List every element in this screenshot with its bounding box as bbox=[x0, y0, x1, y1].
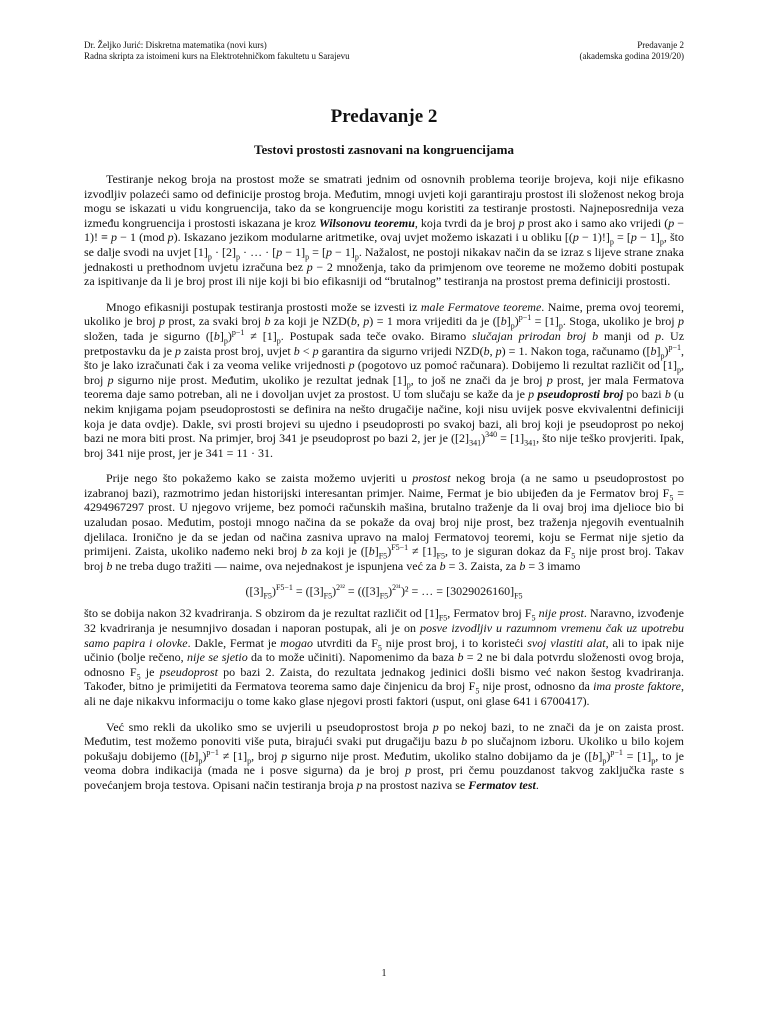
italic-run: p bbox=[495, 343, 502, 358]
text-run: nije prost, odnosno da bbox=[479, 679, 594, 694]
text-run: ] bbox=[506, 314, 511, 329]
italic-run: p bbox=[405, 763, 412, 778]
italic-run: p bbox=[325, 244, 332, 259]
italic-run: p bbox=[281, 748, 288, 763]
text-run: ) bbox=[388, 584, 393, 599]
text-run: zaista prost broj, uvjet bbox=[181, 343, 294, 358]
italic-run: p bbox=[668, 215, 675, 230]
text-run: ] bbox=[656, 343, 661, 358]
text-run: ) bbox=[202, 748, 207, 763]
text-run: ) = 1 mora vrijediti da je ([ bbox=[369, 314, 501, 329]
subscript-run: 341 bbox=[469, 438, 482, 448]
subscript-run: p bbox=[354, 252, 359, 262]
text-run: − 1] bbox=[636, 230, 660, 245]
text-run: ] bbox=[219, 328, 224, 343]
paragraph-4 bbox=[84, 606, 684, 708]
text-run: . Dakle, Fermat je bbox=[187, 635, 281, 650]
subscript-run: p bbox=[651, 756, 656, 766]
text-run: Testiranje nekog broja na prostost može se smatrati jednim od osnovnih problema teorije brojeva, koji nije efikasno izvodljiv polazeći samo od definicije prostog broja. Međutim, mnogi uvjeti koji garantiraju prostost ili složenost nekog broja mogu se iskazati u vidu kongruencija, tako da se kongruencije mogu koristiti za testiranje prostosti. Najneposrednija veza između kongruencija i prostosti iskazana je kroz bbox=[84, 172, 684, 230]
text-run: ) bbox=[271, 584, 276, 599]
text-run: = ([3] bbox=[292, 584, 324, 599]
italic-run: b bbox=[368, 544, 375, 559]
subscript-run: p bbox=[510, 321, 515, 331]
bold-italic-run: pseudoprosti broj bbox=[537, 387, 624, 402]
text-run: , to je siguran dokaz da F bbox=[444, 544, 572, 559]
text-run: ] bbox=[374, 544, 379, 559]
text-run: ([3] bbox=[245, 584, 264, 599]
superscript-run: p−1 bbox=[518, 313, 532, 323]
superscript-run: p−1 bbox=[231, 327, 245, 337]
text-run: za koji je ([ bbox=[307, 544, 369, 559]
paragraph-5 bbox=[84, 720, 684, 793]
italic-run: nije se sjetio bbox=[187, 650, 248, 665]
page-number: 1 bbox=[381, 968, 387, 979]
text-run: složen, tada je sigurno ([ bbox=[84, 328, 214, 343]
italic-run: svoj vlastiti alat bbox=[527, 635, 606, 650]
italic-run: slučajan prirodan broj bbox=[472, 328, 587, 343]
text-run: prost, za svaki broj bbox=[164, 314, 265, 329]
display-formula bbox=[84, 583, 684, 601]
text-run: Prije nego što pokažemo kako se zaista možemo uvjeriti u bbox=[106, 471, 413, 486]
italic-run: b bbox=[213, 328, 220, 343]
text-run: (u nekim knjigama pojam pseudoprostosti se definira na nešto drugačije načine, koji nisu uvijek posve ekvivalentni definiciji koja je data ovdje). Dakle, svi prosti brojevi su ujedno i pseudoprosti po svakoj bazi, ali broj koji je pseudoprost po nekoj bazi ne mora biti prost. Na primjer, broj 341 je pseudoprost po bazi 2, jer je ([2] bbox=[84, 387, 685, 446]
text-run: , broj bbox=[84, 358, 684, 387]
italic-run: pseudoprost bbox=[159, 664, 218, 679]
text-run: · [2] bbox=[211, 244, 236, 259]
italic-run: p bbox=[630, 230, 637, 245]
italic-run: posve izvodljiv u razumnom vremenu čak uz upotrebu samo papira i olovke bbox=[84, 621, 684, 650]
superscript-run: 2³¹ bbox=[392, 583, 401, 593]
text-run: prost, pri čemu pouzdanost takvog zaključka raste s povećanjem broja testova. Opisani način testiranja broja bbox=[84, 763, 684, 792]
text-run: − 1)! ≡ bbox=[84, 215, 684, 245]
section-title: Testovi prostosti zasnovani na kongruencijama bbox=[253, 142, 515, 157]
bold-italic-run: Wilsonovu teoremu bbox=[318, 215, 415, 230]
subscript-run: F5 bbox=[323, 591, 333, 601]
text-run: = [1] bbox=[531, 314, 559, 329]
subscript-run: F5 bbox=[263, 591, 272, 601]
text-run: što se dobija nakon 32 kvadriranja. S obzirom da je rezultat različit od [1] bbox=[84, 606, 439, 621]
text-run: . Nažalost, ne postoji nikakav način da se izraz s lijeve strane znaka jednakosti u prethodnom uvjetu izračuna bez bbox=[84, 244, 684, 274]
italic-run: p bbox=[356, 777, 363, 792]
text-run: da to može učiniti). Napomenimo da baza bbox=[247, 650, 458, 665]
text-run: nije prost broj, i to koristeći bbox=[381, 635, 528, 650]
text-run: prost ako i samo ako vrijedi ( bbox=[524, 215, 669, 230]
text-run: − 1)!] bbox=[578, 230, 610, 245]
header-year-line: (akademska godina 2019/20) bbox=[579, 51, 684, 61]
text-run: , što se dalje svodi na uvjet [1] bbox=[84, 230, 684, 259]
italic-run: nije prost bbox=[538, 606, 584, 621]
italic-run: p bbox=[546, 372, 553, 387]
text-run: Već smo rekli da ukoliko smo se uvjerili u pseudoprostost broja bbox=[106, 719, 433, 734]
italic-run: p bbox=[518, 215, 525, 230]
subscript-run: p bbox=[276, 336, 281, 346]
text-run: )² = … = [3029026160] bbox=[400, 584, 515, 599]
italic-run: p bbox=[528, 387, 535, 402]
italic-run: mogao bbox=[280, 635, 313, 650]
text-run: , što nije teško provjeriti. Ipak, broj 341 nije prost, jer je 341 = 11 · 31. bbox=[84, 431, 684, 460]
text-run: , što je lako izračunati čak i za veoma velike vrijednosti bbox=[84, 343, 684, 373]
text-run: − 2 množenja, tako da primjenom ove teoreme ne možemo dobiti postupak za ispitivanje da li je broj prost ili nije koji bi bio efikasniji od “brutalnog” testiranja na prostost prema definiciji prostosti. bbox=[84, 259, 684, 289]
italic-run: p bbox=[572, 230, 579, 245]
italic-run: p bbox=[276, 244, 283, 259]
text-run: = [ bbox=[309, 244, 326, 259]
superscript-run: p−1 bbox=[206, 747, 219, 757]
text-run: za koji je NZD( bbox=[270, 314, 351, 329]
italic-run: b bbox=[483, 343, 490, 358]
text-run: ≠ [1] bbox=[408, 544, 437, 559]
italic-run: p bbox=[678, 314, 685, 329]
text-run: . Stoga, ukoliko je broj bbox=[562, 314, 679, 329]
text-run: po nekoj bazi, to ne znači da je on zaista prost. Međutim, test možemo ponoviti više puta, birajući svaki put drugačiju bazu bbox=[84, 719, 684, 749]
italic-run: p bbox=[158, 314, 165, 329]
text-run: ≠ [1] bbox=[218, 748, 248, 763]
subscript-run: p bbox=[236, 252, 240, 262]
italic-run: p bbox=[655, 328, 662, 343]
text-run: sigurno nije prost. Međutim, ukoliko stalno dobijamo da je ([ bbox=[287, 748, 593, 763]
text-run: · … · [ bbox=[240, 244, 277, 259]
text-run: , to još ne znači da je broj bbox=[410, 372, 547, 387]
subscript-run: 5 bbox=[531, 613, 536, 623]
italic-run: b bbox=[264, 314, 271, 329]
text-run: ) bbox=[227, 328, 232, 343]
subscript-run: F5 bbox=[379, 591, 389, 601]
subscript-run: p bbox=[558, 321, 563, 331]
subscript-run: p bbox=[305, 252, 310, 262]
text-run: nekog broja (a ne samo u pseudoprostost po izabranoj bazi), razmotrimo jedan historijski interesantan primjer. Naime, Fermat je bio ubijeđen da je Fermatov broj F bbox=[84, 471, 684, 500]
subscript-run: F5 bbox=[514, 591, 523, 601]
text-run: ) bbox=[387, 544, 392, 559]
italic-run: p bbox=[167, 230, 174, 245]
text-run: Mnogo efikasniji postupak testiranja prostosti može se izvesti iz bbox=[106, 299, 421, 314]
text-run: ] bbox=[194, 748, 199, 763]
text-run: ≠ [1] bbox=[244, 328, 277, 343]
italic-run: p bbox=[312, 343, 319, 358]
subscript-run: p bbox=[223, 336, 228, 346]
superscript-run: p−1 bbox=[668, 342, 681, 352]
italic-run: b bbox=[350, 314, 357, 329]
subscript-run: p bbox=[602, 756, 607, 766]
text-run: , ali ne daje nikakvu informaciju o tome kako glase njegovi prosti faktori (usput, oni glase 641 i 6700417). bbox=[84, 679, 684, 708]
italic-run: b bbox=[592, 328, 599, 343]
superscript-run: 2³² bbox=[336, 583, 345, 593]
italic-run: p bbox=[306, 259, 313, 274]
italic-run: b bbox=[664, 387, 671, 402]
italic-run: b bbox=[592, 748, 599, 763]
text-run: sigurno nije prost. Međutim, ukoliko je rezultat jednak [1] bbox=[113, 372, 407, 387]
text-run: = 3. Zaista, za bbox=[445, 558, 520, 573]
text-run: po slučajnom izboru. Ukoliko u bilo kojem pokušaju dobijemo ([ bbox=[84, 734, 684, 763]
subscript-run: 5 bbox=[136, 672, 141, 682]
header-course-line: Radna skripta za istoimeni kurs na Elektrotehničkom fakultetu u Sarajevu bbox=[84, 51, 350, 61]
text-run: garantira da sigurno vrijedi NZD( bbox=[318, 343, 484, 358]
text-run: prost, jer mala Fermatova teorema daje samo potreban, ali ne i dovoljan uvjet za prostost. U tom slučaju se kaže da je bbox=[84, 372, 685, 402]
text-run: ) bbox=[514, 314, 519, 329]
subscript-run: 5 bbox=[377, 643, 382, 653]
header-lecture-line: Predavanje 2 bbox=[637, 40, 684, 50]
superscript-run: 340 bbox=[485, 430, 498, 440]
text-run: nije prost broj. Takav broj bbox=[84, 544, 684, 573]
superscript-run: p−1 bbox=[610, 747, 623, 757]
text-run: utvrditi da F bbox=[312, 635, 378, 650]
italic-run: b bbox=[439, 558, 446, 573]
document-page bbox=[84, 40, 684, 804]
text-run: . Postupak sada teče ovako. Biramo bbox=[280, 328, 473, 343]
text-run: , koja tvrdi da je broj bbox=[414, 215, 519, 230]
text-run: . Uz pretpostavku da je bbox=[84, 328, 685, 358]
subscript-run: p bbox=[659, 237, 664, 247]
paragraph-3 bbox=[84, 471, 684, 573]
italic-run: p bbox=[348, 358, 355, 373]
text-run: = [1] bbox=[497, 431, 525, 446]
text-run: = 4294967297 prost. U njegovo vrijeme, bez pomoći računskih mašina, brutalno traženje da li ovaj broj ima djelioce bio bi uzaludan posao. Međutim, postoji mnogo načina da se pokaže da ovaj broj nije prost, bez traženja njegovih eventualnih djelilaca. Ironično je da se jedan od načina zasniva upravo na maloj Fermatovoj teoremi, koju se Fermat nije sjetio da primijeni. Zaista, ukoliko nađemo neki broj bbox=[84, 485, 684, 559]
superscript-run: F5−1 bbox=[391, 543, 409, 553]
subscript-run: F5 bbox=[436, 551, 445, 561]
text-run: je bbox=[140, 664, 160, 679]
text-run: , bbox=[489, 343, 496, 358]
text-run: = 3 imamo bbox=[525, 558, 581, 573]
text-run: ] bbox=[598, 748, 603, 763]
italic-run: p bbox=[432, 719, 439, 734]
subscript-run: F5 bbox=[378, 551, 388, 561]
text-run: = (([3] bbox=[344, 584, 380, 599]
text-run: , to je veoma dobra indikacija (mada ne i posve sigurna) da je broj bbox=[84, 748, 684, 778]
subscript-run: p bbox=[406, 380, 411, 390]
subscript-run: 5 bbox=[475, 686, 480, 696]
text-run: − 1] bbox=[331, 244, 355, 259]
header-left bbox=[84, 40, 350, 62]
subscript-run: p bbox=[677, 365, 681, 375]
italic-run: b bbox=[188, 748, 195, 763]
subscript-run: 5 bbox=[571, 551, 576, 561]
italic-run: p bbox=[107, 372, 114, 387]
text-run: po bazi 2. Zaista, do rezultata jednakog jedinici došli bismo već nakon šestog kvadriranja. Također, bitno je primijetiti da Fermatova teorema samo daje činjenicu da broj F bbox=[84, 664, 684, 694]
text-run: = [ bbox=[613, 230, 631, 245]
subscript-run: p bbox=[660, 350, 665, 360]
paragraph-1 bbox=[84, 172, 684, 289]
subscript-run: p bbox=[609, 237, 614, 247]
header-right bbox=[580, 40, 684, 62]
text-run: , Fermatov broj F bbox=[447, 606, 532, 621]
paragraph-2 bbox=[84, 300, 684, 461]
subscript-run: 5 bbox=[669, 493, 674, 503]
superscript-run: F5−1 bbox=[275, 583, 293, 593]
italic-run: p bbox=[363, 314, 370, 329]
italic-run: p bbox=[111, 230, 117, 245]
italic-run: b bbox=[457, 650, 464, 665]
italic-run: b bbox=[650, 343, 657, 358]
text-run: − 1] bbox=[282, 244, 306, 259]
text-run: ne treba dugo tražiti — naime, ova nejednakost je ispunjena već za bbox=[112, 558, 440, 573]
text-run: ) = 1. Nakon toga, računamo ([ bbox=[501, 343, 651, 358]
text-run: ) bbox=[606, 748, 611, 763]
subscript-run: p bbox=[207, 252, 212, 262]
subscript-run: p bbox=[247, 756, 252, 766]
text-run: < bbox=[299, 343, 313, 358]
text-run: , ali to ipak nije učinio (bolje rečeno, bbox=[84, 635, 684, 665]
text-run: = [1] bbox=[622, 748, 652, 763]
text-run: ). Iskazano jezikom modularne aritmetike, ovaj uvjet možemo iskazati i u obliku [( bbox=[173, 230, 573, 245]
text-run: ) bbox=[332, 584, 337, 599]
italic-run: b bbox=[301, 544, 308, 559]
text-run: ) bbox=[664, 343, 669, 358]
subscript-run: p bbox=[198, 756, 203, 766]
bold-italic-run: Fermatov test bbox=[468, 777, 536, 792]
italic-run: b bbox=[519, 558, 526, 573]
italic-run: b bbox=[461, 734, 468, 749]
text-run: po bazi bbox=[623, 387, 665, 402]
text-run: , broj bbox=[251, 748, 282, 763]
italic-run: ima proste faktore bbox=[593, 679, 681, 694]
text-run: ) bbox=[481, 431, 486, 446]
text-run: . bbox=[535, 777, 539, 792]
text-run: , bbox=[356, 314, 364, 329]
subscript-run: 341 bbox=[524, 438, 537, 448]
text-run: manji od bbox=[598, 328, 656, 343]
header-author-line: Dr. Željko Jurić: Diskretna matematika (novi kurs) bbox=[84, 40, 267, 50]
italic-run: p bbox=[175, 343, 182, 358]
text-run: . Naime, prema ovoj teoremi, ukoliko je broj bbox=[84, 299, 684, 329]
text-run: − 1 (mod bbox=[117, 230, 168, 245]
running-header bbox=[84, 40, 684, 62]
text-run: . Naravno, izvođenje 32 kvadriranja je nesumnjivo dosadan i naporan postupak, ali je on bbox=[84, 606, 684, 636]
subscript-run: F5 bbox=[438, 613, 448, 623]
italic-run: b bbox=[500, 314, 507, 329]
page-title: Predavanje 2 bbox=[330, 106, 438, 127]
italic-run: b bbox=[293, 343, 300, 358]
text-run: (pogotovo uz pomoć računara). Dobijemo li rezultat različit od [1] bbox=[354, 358, 677, 373]
italic-run: b bbox=[106, 558, 113, 573]
text-run: = 2 ne bi dala potvrdu složenosti ovog broja, odnosno F bbox=[84, 650, 684, 679]
italic-run: prostost bbox=[412, 471, 451, 486]
text-run: na prostost naziva se bbox=[362, 777, 469, 792]
italic-run: male Fermatove teoreme bbox=[420, 299, 542, 314]
